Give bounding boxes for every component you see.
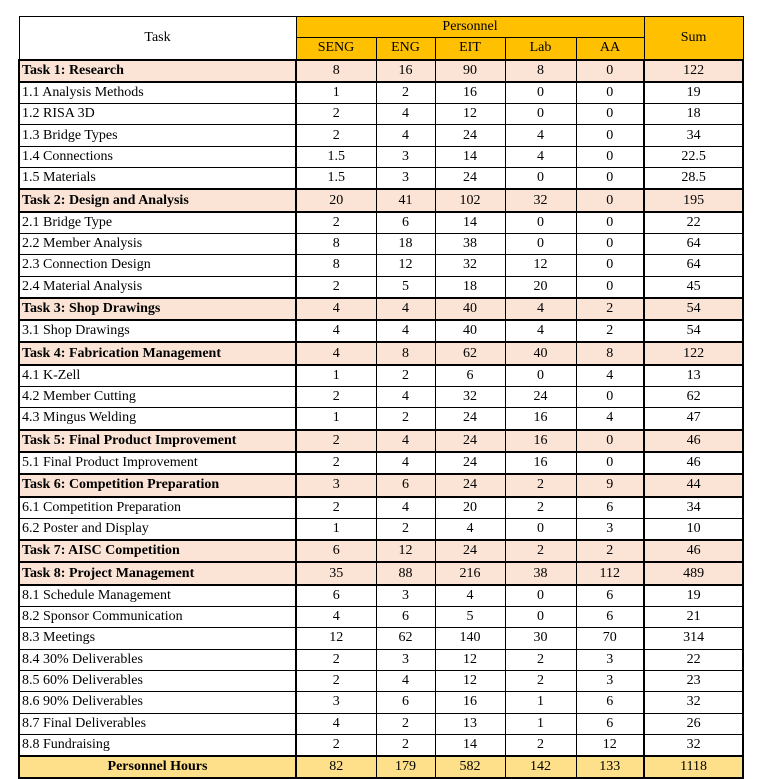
hours-cell-aa: 8 [576,342,644,364]
hours-cell-seng: 4 [296,342,376,364]
hours-cell-eit: 582 [435,756,505,778]
subtask-row [19,628,743,649]
hours-cell-eit: 40 [435,320,505,342]
hours-cell-eit: 24 [435,125,505,146]
sum-cell: 314 [644,628,743,649]
hours-cell-seng: 1 [296,365,376,387]
hours-cell-eng: 3 [376,146,435,167]
hours-cell-lab: 0 [505,607,576,628]
subtask-row [19,82,743,104]
task-name-cell: 8.6 90% Deliverables [19,692,296,713]
subtask-row [19,365,743,387]
hours-cell-aa: 0 [576,104,644,125]
hours-cell-seng: 20 [296,189,376,211]
sum-cell: 45 [644,276,743,298]
hours-cell-lab: 1 [505,713,576,734]
sum-cell: 44 [644,474,743,496]
subtask-row [19,125,743,146]
hours-cell-seng: 4 [296,298,376,320]
hours-cell-eit: 38 [435,233,505,254]
hours-cell-eng: 6 [376,692,435,713]
hours-cell-aa: 6 [576,497,644,519]
hours-cell-eng: 88 [376,562,435,584]
sum-cell: 21 [644,607,743,628]
hours-cell-seng: 2 [296,649,376,670]
subtask-row [19,212,743,234]
hours-cell-seng: 2 [296,430,376,452]
sum-cell: 489 [644,562,743,584]
task-row [19,60,743,82]
hours-cell-seng: 2 [296,497,376,519]
subtask-row [19,713,743,734]
hours-cell-eit: 140 [435,628,505,649]
subtask-row [19,168,743,190]
sum-cell: 34 [644,125,743,146]
sum-cell: 195 [644,189,743,211]
hours-cell-lab: 0 [505,82,576,104]
hours-cell-lab: 4 [505,125,576,146]
hours-cell-lab: 16 [505,408,576,430]
sum-cell: 122 [644,342,743,364]
hours-cell-lab: 2 [505,649,576,670]
aa-column-header: AA [576,38,644,60]
hours-cell-aa: 2 [576,540,644,562]
sum-cell: 23 [644,670,743,691]
sum-cell: 10 [644,518,743,540]
hours-cell-lab: 2 [505,497,576,519]
hours-cell-aa: 0 [576,189,644,211]
hours-cell-eng: 179 [376,756,435,778]
hours-cell-seng: 2 [296,734,376,756]
hours-cell-eit: 40 [435,298,505,320]
hours-cell-lab: 0 [505,518,576,540]
task-name-cell: 8.2 Sponsor Communication [19,607,296,628]
hours-cell-aa: 2 [576,320,644,342]
subtask-row [19,452,743,474]
subtask-row [19,104,743,125]
hours-cell-eng: 3 [376,649,435,670]
hours-cell-aa: 3 [576,518,644,540]
hours-cell-lab: 20 [505,276,576,298]
hours-cell-seng: 1.5 [296,168,376,190]
hours-cell-eit: 14 [435,212,505,234]
task-name-cell: 6.2 Poster and Display [19,518,296,540]
hours-cell-seng: 2 [296,452,376,474]
hours-cell-lab: 16 [505,452,576,474]
hours-cell-seng: 8 [296,233,376,254]
hours-cell-lab: 4 [505,320,576,342]
hours-cell-seng: 2 [296,670,376,691]
task-name-cell: 8.5 60% Deliverables [19,670,296,691]
sum-cell: 22 [644,212,743,234]
task-name-cell: 1.4 Connections [19,146,296,167]
hours-cell-aa: 0 [576,452,644,474]
hours-cell-lab: 0 [505,585,576,607]
personnel-group-header: Personnel [296,17,644,38]
hours-cell-lab: 142 [505,756,576,778]
hours-cell-eng: 41 [376,189,435,211]
hours-cell-lab: 0 [505,233,576,254]
task-name-cell: 8.1 Schedule Management [19,585,296,607]
task-name-cell: 2.4 Material Analysis [19,276,296,298]
hours-cell-eit: 13 [435,713,505,734]
task-name-cell: 8.7 Final Deliverables [19,713,296,734]
hours-cell-seng: 4 [296,320,376,342]
task-row [19,540,743,562]
hours-cell-seng: 1 [296,408,376,430]
subtask-row [19,607,743,628]
task-row [19,430,743,452]
hours-cell-aa: 12 [576,734,644,756]
sum-cell: 64 [644,233,743,254]
hours-cell-eng: 2 [376,82,435,104]
hours-cell-lab: 4 [505,146,576,167]
hours-cell-eit: 4 [435,585,505,607]
task-name-cell: 4.1 K-Zell [19,365,296,387]
seng-column-header: SENG [296,38,376,60]
hours-cell-seng: 8 [296,255,376,276]
sum-cell: 13 [644,365,743,387]
hours-cell-lab: 1 [505,692,576,713]
hours-cell-lab: 24 [505,387,576,408]
hours-cell-eit: 24 [435,540,505,562]
hours-cell-lab: 12 [505,255,576,276]
hours-cell-eng: 2 [376,518,435,540]
sum-cell: 22.5 [644,146,743,167]
hours-cell-seng: 3 [296,474,376,496]
task-name-cell: Task 5: Final Product Improvement [19,430,296,452]
hours-cell-seng: 4 [296,713,376,734]
sum-cell: 62 [644,387,743,408]
hours-cell-aa: 0 [576,82,644,104]
hours-cell-eng: 4 [376,452,435,474]
task-name-cell: 8.8 Fundraising [19,734,296,756]
hours-cell-seng: 2 [296,125,376,146]
task-name-cell: 1.5 Materials [19,168,296,190]
hours-cell-eng: 8 [376,342,435,364]
task-row [19,474,743,496]
hours-cell-eit: 12 [435,670,505,691]
subtask-row [19,320,743,342]
hours-cell-lab: 2 [505,540,576,562]
subtask-row [19,255,743,276]
hours-cell-eng: 2 [376,734,435,756]
sum-cell: 54 [644,298,743,320]
total-row [19,756,743,778]
hours-cell-aa: 0 [576,430,644,452]
hours-cell-aa: 0 [576,276,644,298]
hours-cell-eng: 4 [376,670,435,691]
sum-cell: 18 [644,104,743,125]
sum-cell: 47 [644,408,743,430]
hours-cell-eit: 24 [435,408,505,430]
hours-cell-eit: 6 [435,365,505,387]
task-name-cell: Task 3: Shop Drawings [19,298,296,320]
hours-cell-eit: 14 [435,734,505,756]
hours-cell-lab: 0 [505,212,576,234]
hours-cell-eit: 24 [435,474,505,496]
hours-cell-eng: 4 [376,298,435,320]
task-name-cell: 1.2 RISA 3D [19,104,296,125]
hours-cell-lab: 0 [505,168,576,190]
hours-cell-aa: 133 [576,756,644,778]
hours-cell-aa: 70 [576,628,644,649]
subtask-row [19,408,743,430]
task-name-cell: 8.3 Meetings [19,628,296,649]
hours-cell-lab: 0 [505,104,576,125]
hours-cell-eng: 18 [376,233,435,254]
hours-cell-eit: 16 [435,692,505,713]
eit-column-header: EIT [435,38,505,60]
hours-cell-eng: 4 [376,430,435,452]
hours-cell-eit: 24 [435,168,505,190]
task-name-cell: Task 6: Competition Preparation [19,474,296,496]
hours-cell-aa: 9 [576,474,644,496]
hours-cell-eng: 5 [376,276,435,298]
hours-cell-lab: 2 [505,734,576,756]
sum-cell: 122 [644,60,743,82]
sum-cell: 46 [644,430,743,452]
hours-cell-seng: 8 [296,60,376,82]
sum-cell: 28.5 [644,168,743,190]
hours-cell-aa: 0 [576,125,644,146]
hours-cell-seng: 1 [296,82,376,104]
hours-cell-eit: 18 [435,276,505,298]
hours-cell-lab: 4 [505,298,576,320]
hours-cell-aa: 0 [576,387,644,408]
subtask-row [19,497,743,519]
task-name-cell: 1.3 Bridge Types [19,125,296,146]
task-name-cell: Task 2: Design and Analysis [19,189,296,211]
hours-cell-lab: 2 [505,474,576,496]
hours-cell-eng: 4 [376,104,435,125]
eng-column-header: ENG [376,38,435,60]
hours-cell-seng: 1 [296,518,376,540]
hours-cell-aa: 6 [576,585,644,607]
subtask-row [19,233,743,254]
task-name-cell: Task 1: Research [19,60,296,82]
hours-cell-eng: 6 [376,474,435,496]
hours-cell-seng: 2 [296,387,376,408]
task-name-cell: 4.3 Mingus Welding [19,408,296,430]
hours-cell-aa: 6 [576,607,644,628]
hours-cell-eit: 90 [435,60,505,82]
task-row [19,342,743,364]
hours-cell-eng: 2 [376,713,435,734]
task-name-cell: Task 4: Fabrication Management [19,342,296,364]
hours-cell-eng: 2 [376,365,435,387]
task-name-cell: Personnel Hours [19,756,296,778]
hours-cell-aa: 0 [576,212,644,234]
sum-cell: 34 [644,497,743,519]
sum-column-header: Sum [644,17,743,60]
hours-cell-aa: 3 [576,649,644,670]
hours-cell-eit: 62 [435,342,505,364]
hours-cell-lab: 8 [505,60,576,82]
sum-cell: 64 [644,255,743,276]
hours-cell-eng: 6 [376,212,435,234]
sum-cell: 19 [644,585,743,607]
hours-cell-seng: 4 [296,607,376,628]
subtask-row [19,649,743,670]
subtask-row [19,387,743,408]
hours-cell-eit: 216 [435,562,505,584]
hours-cell-eit: 20 [435,497,505,519]
hours-cell-seng: 3 [296,692,376,713]
hours-cell-aa: 2 [576,298,644,320]
task-row [19,562,743,584]
task-column-header: Task [19,17,296,60]
hours-cell-lab: 30 [505,628,576,649]
hours-cell-seng: 6 [296,585,376,607]
hours-cell-eng: 6 [376,607,435,628]
hours-cell-seng: 2 [296,212,376,234]
sum-cell: 26 [644,713,743,734]
hours-cell-eng: 4 [376,320,435,342]
task-row [19,189,743,211]
subtask-row [19,692,743,713]
subtask-row [19,670,743,691]
sum-cell: 22 [644,649,743,670]
hours-cell-aa: 0 [576,146,644,167]
task-name-cell: 5.1 Final Product Improvement [19,452,296,474]
sum-cell: 54 [644,320,743,342]
sum-cell: 32 [644,734,743,756]
hours-cell-aa: 3 [576,670,644,691]
hours-cell-eit: 4 [435,518,505,540]
task-name-cell: 2.1 Bridge Type [19,212,296,234]
hours-cell-eng: 4 [376,125,435,146]
sum-cell: 1118 [644,756,743,778]
hours-cell-aa: 6 [576,713,644,734]
sum-cell: 32 [644,692,743,713]
hours-cell-eng: 3 [376,585,435,607]
hours-cell-aa: 112 [576,562,644,584]
hours-cell-lab: 40 [505,342,576,364]
hours-cell-aa: 0 [576,233,644,254]
table-body [19,60,743,779]
hours-cell-eit: 24 [435,430,505,452]
hours-cell-aa: 4 [576,408,644,430]
sum-cell: 46 [644,452,743,474]
task-name-cell: 4.2 Member Cutting [19,387,296,408]
hours-cell-seng: 2 [296,276,376,298]
hours-cell-eit: 12 [435,104,505,125]
hours-cell-aa: 0 [576,168,644,190]
hours-cell-eit: 32 [435,387,505,408]
task-name-cell: 8.4 30% Deliverables [19,649,296,670]
task-name-cell: 3.1 Shop Drawings [19,320,296,342]
hours-cell-eng: 4 [376,497,435,519]
task-name-cell: 6.1 Competition Preparation [19,497,296,519]
task-name-cell: 2.3 Connection Design [19,255,296,276]
task-name-cell: 2.2 Member Analysis [19,233,296,254]
hours-cell-eit: 32 [435,255,505,276]
hours-cell-eng: 62 [376,628,435,649]
sum-cell: 19 [644,82,743,104]
task-name-cell: Task 7: AISC Competition [19,540,296,562]
hours-cell-eit: 14 [435,146,505,167]
subtask-row [19,276,743,298]
hours-cell-eng: 16 [376,60,435,82]
hours-cell-eng: 3 [376,168,435,190]
hours-cell-seng: 1.5 [296,146,376,167]
hours-cell-aa: 0 [576,60,644,82]
lab-column-header: Lab [505,38,576,60]
hours-cell-lab: 32 [505,189,576,211]
subtask-row [19,734,743,756]
hours-cell-eit: 102 [435,189,505,211]
hours-cell-seng: 35 [296,562,376,584]
hours-cell-eit: 5 [435,607,505,628]
task-row [19,298,743,320]
hours-cell-lab: 2 [505,670,576,691]
task-name-cell: Task 8: Project Management [19,562,296,584]
hours-cell-seng: 6 [296,540,376,562]
hours-cell-seng: 82 [296,756,376,778]
subtask-row [19,146,743,167]
hours-cell-eng: 2 [376,408,435,430]
hours-cell-eng: 12 [376,540,435,562]
hours-cell-eit: 12 [435,649,505,670]
hours-cell-seng: 2 [296,104,376,125]
personnel-hours-table [18,16,744,779]
hours-cell-aa: 4 [576,365,644,387]
hours-cell-eng: 4 [376,387,435,408]
hours-cell-lab: 38 [505,562,576,584]
hours-cell-eng: 12 [376,255,435,276]
hours-cell-aa: 6 [576,692,644,713]
hours-cell-eit: 16 [435,82,505,104]
hours-cell-aa: 0 [576,255,644,276]
hours-cell-lab: 16 [505,430,576,452]
sum-cell: 46 [644,540,743,562]
task-name-cell: 1.1 Analysis Methods [19,82,296,104]
hours-cell-lab: 0 [505,365,576,387]
hours-cell-seng: 12 [296,628,376,649]
hours-cell-eit: 24 [435,452,505,474]
subtask-row [19,518,743,540]
subtask-row [19,585,743,607]
